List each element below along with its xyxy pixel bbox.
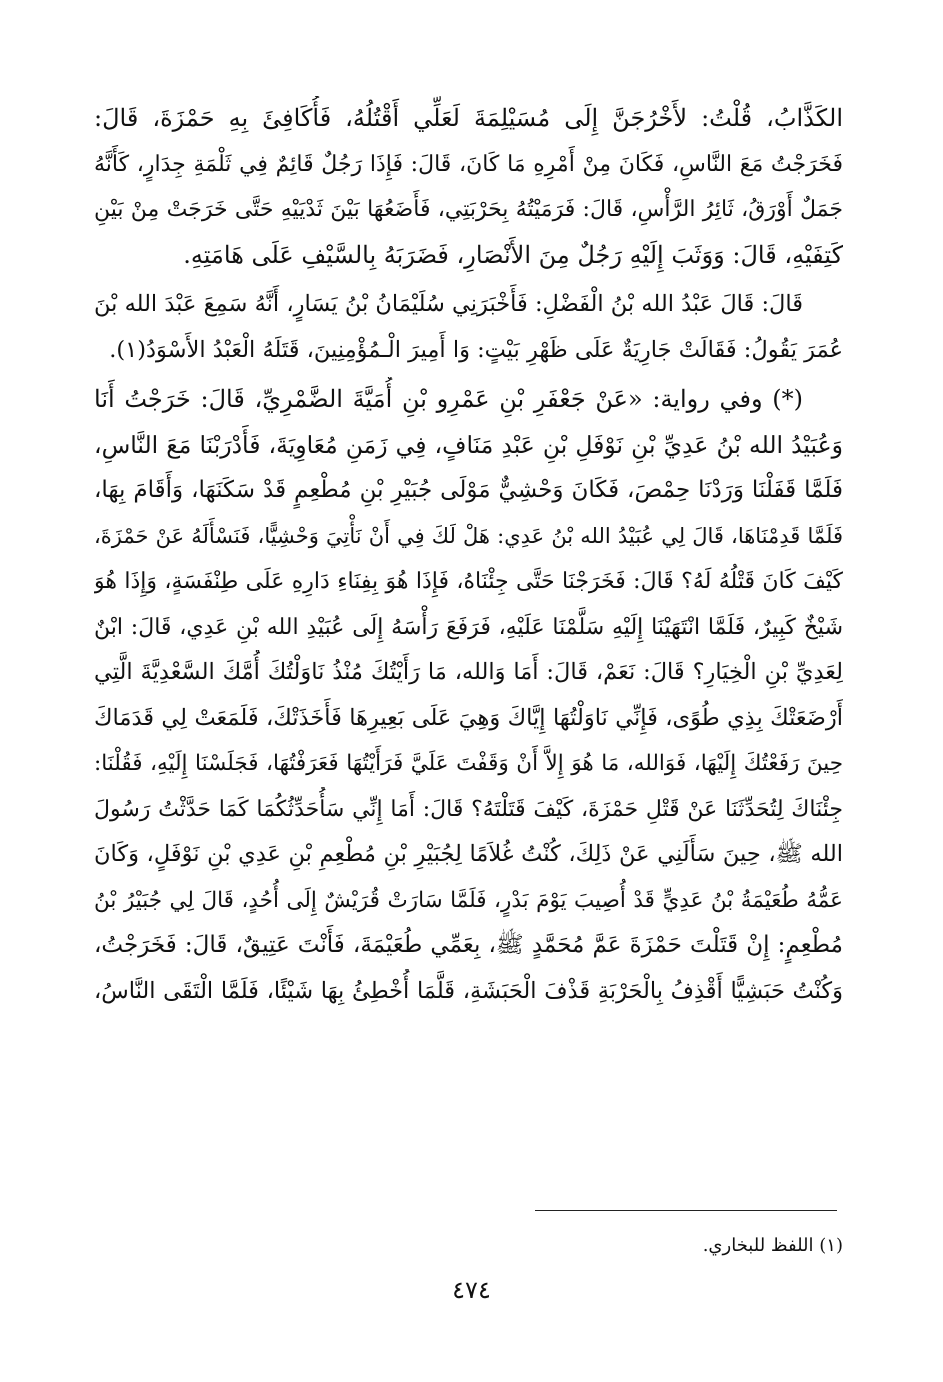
text-line: كَتِفَيْهِ، قَالَ: وَوَثَبَ إِلَيْهِ رَجُلٌ مِنَ الأَنْصَارِ، فَضَرَبَهُ بِالسَّيْفِ عَلَى هَامَتِهِ. [183, 240, 843, 269]
text-line: عَمُّهُ طُعَيْمَةُ بْنُ عَدِيٍّ قَدْ أُصِيبَ يَوْمَ بَدْرٍ، فَلَمَّا سَارَتْ قُرَيْشٌ إِلَى أُحُدٍ، قَالَ لِي جُبَيْرُ بْنُ [94, 887, 843, 913]
text-line: عُمَرَ يَقُولُ: فَقَالَتْ جَارِيَةٌ عَلَى ظَهْرِ بَيْتٍ: وَا أَمِيرَ الْـمُؤْمِنِينَ، قَتَلَهُ الْعَبْدُ الأَسْوَدُ(١). [109, 336, 843, 363]
footnote-divider [535, 1210, 837, 1211]
text-line: شَيْخٌ كَبِيرٌ، فَلَمَّا انْتَهَيْنَا إِلَيْهِ سَلَّمْنَا عَلَيْهِ، فَرَفَعَ رَأْسَهُ إِلَى عُبَيْدِ الله بْنِ عَدِي، قَالَ: ابْنٌ [94, 614, 843, 640]
text-line: فَلَمَّا قَدِمْنَاهَا، قَالَ لِي عُبَيْدُ الله بْنُ عَدِي: هَلْ لَكَ فِي أَنْ نَأْتِيَ وَحْشِيًّا، فَنَسْأَلَهُ عَنْ حَمْزَةَ، [94, 523, 843, 548]
footnote: (١) اللفظ للبخاري. [702, 1235, 843, 1256]
text-line: جِئْنَاكَ لِتُحَدِّثَنَا عَنْ قَتْلِ حَمْزَةَ، كَيْفَ قَتَلْتَهُ؟ قَالَ: أَمَا إِنِّي سَأُحَدِّثُكُمَا كَمَا حَدَّثْتُ رَسُولَ [94, 796, 843, 822]
text-line: كَيْفَ كَانَ قَتْلُهُ لَهُ؟ قَالَ: فَخَرَجْنَا حَتَّى جِئْنَاهُ، فَإِذَا هُوَ بِفِنَاءِ دَارِهِ عَلَى طِنْفَسَةٍ، وَإِذَا هُوَ [94, 569, 843, 594]
text-line: جَمَلٌ أَوْرَقُ، ثَائِرُ الرَّأْسِ، قَالَ: فَرَمَيْتُهُ بِحَرْبَتِي، فَأَضَعُهَا بَيْنَ ثَدْيَيْهِ حَتَّى خَرَجَتْ مِنْ بَيْنِ [94, 197, 843, 222]
text-line: حِينَ رَفَعْتُكَ إِلَيْهَا، فَوَالله، مَا هُوَ إِلاَّ أَنْ وَقَفْتَ عَلَيَّ فَرَأَيْتُهَا فَعَرَفْتُهَا، فَجَلَسْنَا إِلَيْهِ، فَقُلْنَا: [94, 751, 843, 776]
text-line: أَرْضَعَتْكَ بِذِي طُوًى، فَإِنِّي نَاوَلْتُهَا إِيَّاكَ وَهِيَ عَلَى بَعِيرِهَا فَأَخَذَتْكَ، فَلَمَعَتْ لِي قَدَمَاكَ [94, 704, 843, 731]
text-line: فَلَمَّا قَفَلْنَا وَرَدْنَا حِمْصَ، فَكَانَ وَحْشِيٌّ مَوْلَى جُبَيْرِ بْنِ مُطْعِمٍ قَدْ سَكَنَهَا، وَأَقَامَ بِهَا، [94, 477, 843, 503]
text-line: فَخَرَجْتُ مَعَ النَّاسِ، فَكَانَ مِنْ أَمْرِهِ مَا كَانَ، قَالَ: فَإِذَا رَجُلٌ قَائِمٌ فِي ثَلْمَةِ جِدَارٍ، كَأَنَّهُ [94, 151, 843, 177]
text-line: قَالَ: قَالَ عَبْدُ الله بْنُ الْفَضْلِ: فَأَخْبَرَنِي سُلَيْمَانُ بْنُ يَسَارٍ، أَنَّهُ سَمِعَ عَبْدَ الله بْنَ [94, 291, 803, 317]
main-text [94, 96, 843, 1014]
page-number: ٤٧٤ [452, 1276, 491, 1304]
text-line: مُطْعِمٍ: إِنْ قَتَلْتَ حَمْزَةَ عَمَّ مُحَمَّدٍ ﷺ، بِعَمِّي طُعَيْمَةَ، فَأَنْتَ عَتِيقٌ، قَالَ: فَخَرَجْتُ، [94, 932, 843, 958]
text-line: لِعَدِيِّ بْنِ الْخِيَارِ؟ قَالَ: نَعَمْ، قَالَ: أَمَا وَالله، مَا رَأَيْتُكَ مُنْذُ نَاوَلْتُكَ أُمَّكَ السَّعْدِيَّةَ الَّتِي [94, 659, 843, 685]
text-line: (*) وفي رواية: «عَنْ جَعْفَرِ بْنِ عَمْرِو بْنِ أُمَيَّةَ الضَّمْرِيِّ، قَالَ: خَرَجْتُ أَنَا [94, 385, 803, 413]
text-line: الله ﷺ، حِينَ سَأَلَنِي عَنْ ذَلِكَ، كُنْتُ غُلاَمًا لِجُبَيْرِ بْنِ مُطْعِمِ بْنِ عَدِي بْنِ نَوْفَلٍ، وَكَانَ [94, 841, 843, 867]
text-line: الكَذَّابُ، قُلْتُ: لأَخْرُجَنَّ إِلَى مُسَيْلِمَةَ لَعَلِّي أَقْتُلُهُ، فَأُكَافِئَ بِهِ حَمْزَةَ، قَالَ: [94, 104, 843, 132]
text-line: وَعُبَيْدُ الله بْنُ عَدِيِّ بْنِ نَوْفَلِ بْنِ عَبْدِ مَنَافٍ، فِي زَمَنِ مُعَاوِيَةَ، فَأَدْرَبْنَا مَعَ النَّاسِ، [94, 430, 843, 459]
text-line: وَكُنْتُ حَبَشِيًّا أَقْذِفُ بِالْحَرْبَةِ قَذْفَ الْحَبَشَةِ، قَلَّمَا أُخْطِئُ بِهَا شَيْئًا، فَلَمَّا الْتَقَى النَّاسُ، [94, 977, 843, 1004]
